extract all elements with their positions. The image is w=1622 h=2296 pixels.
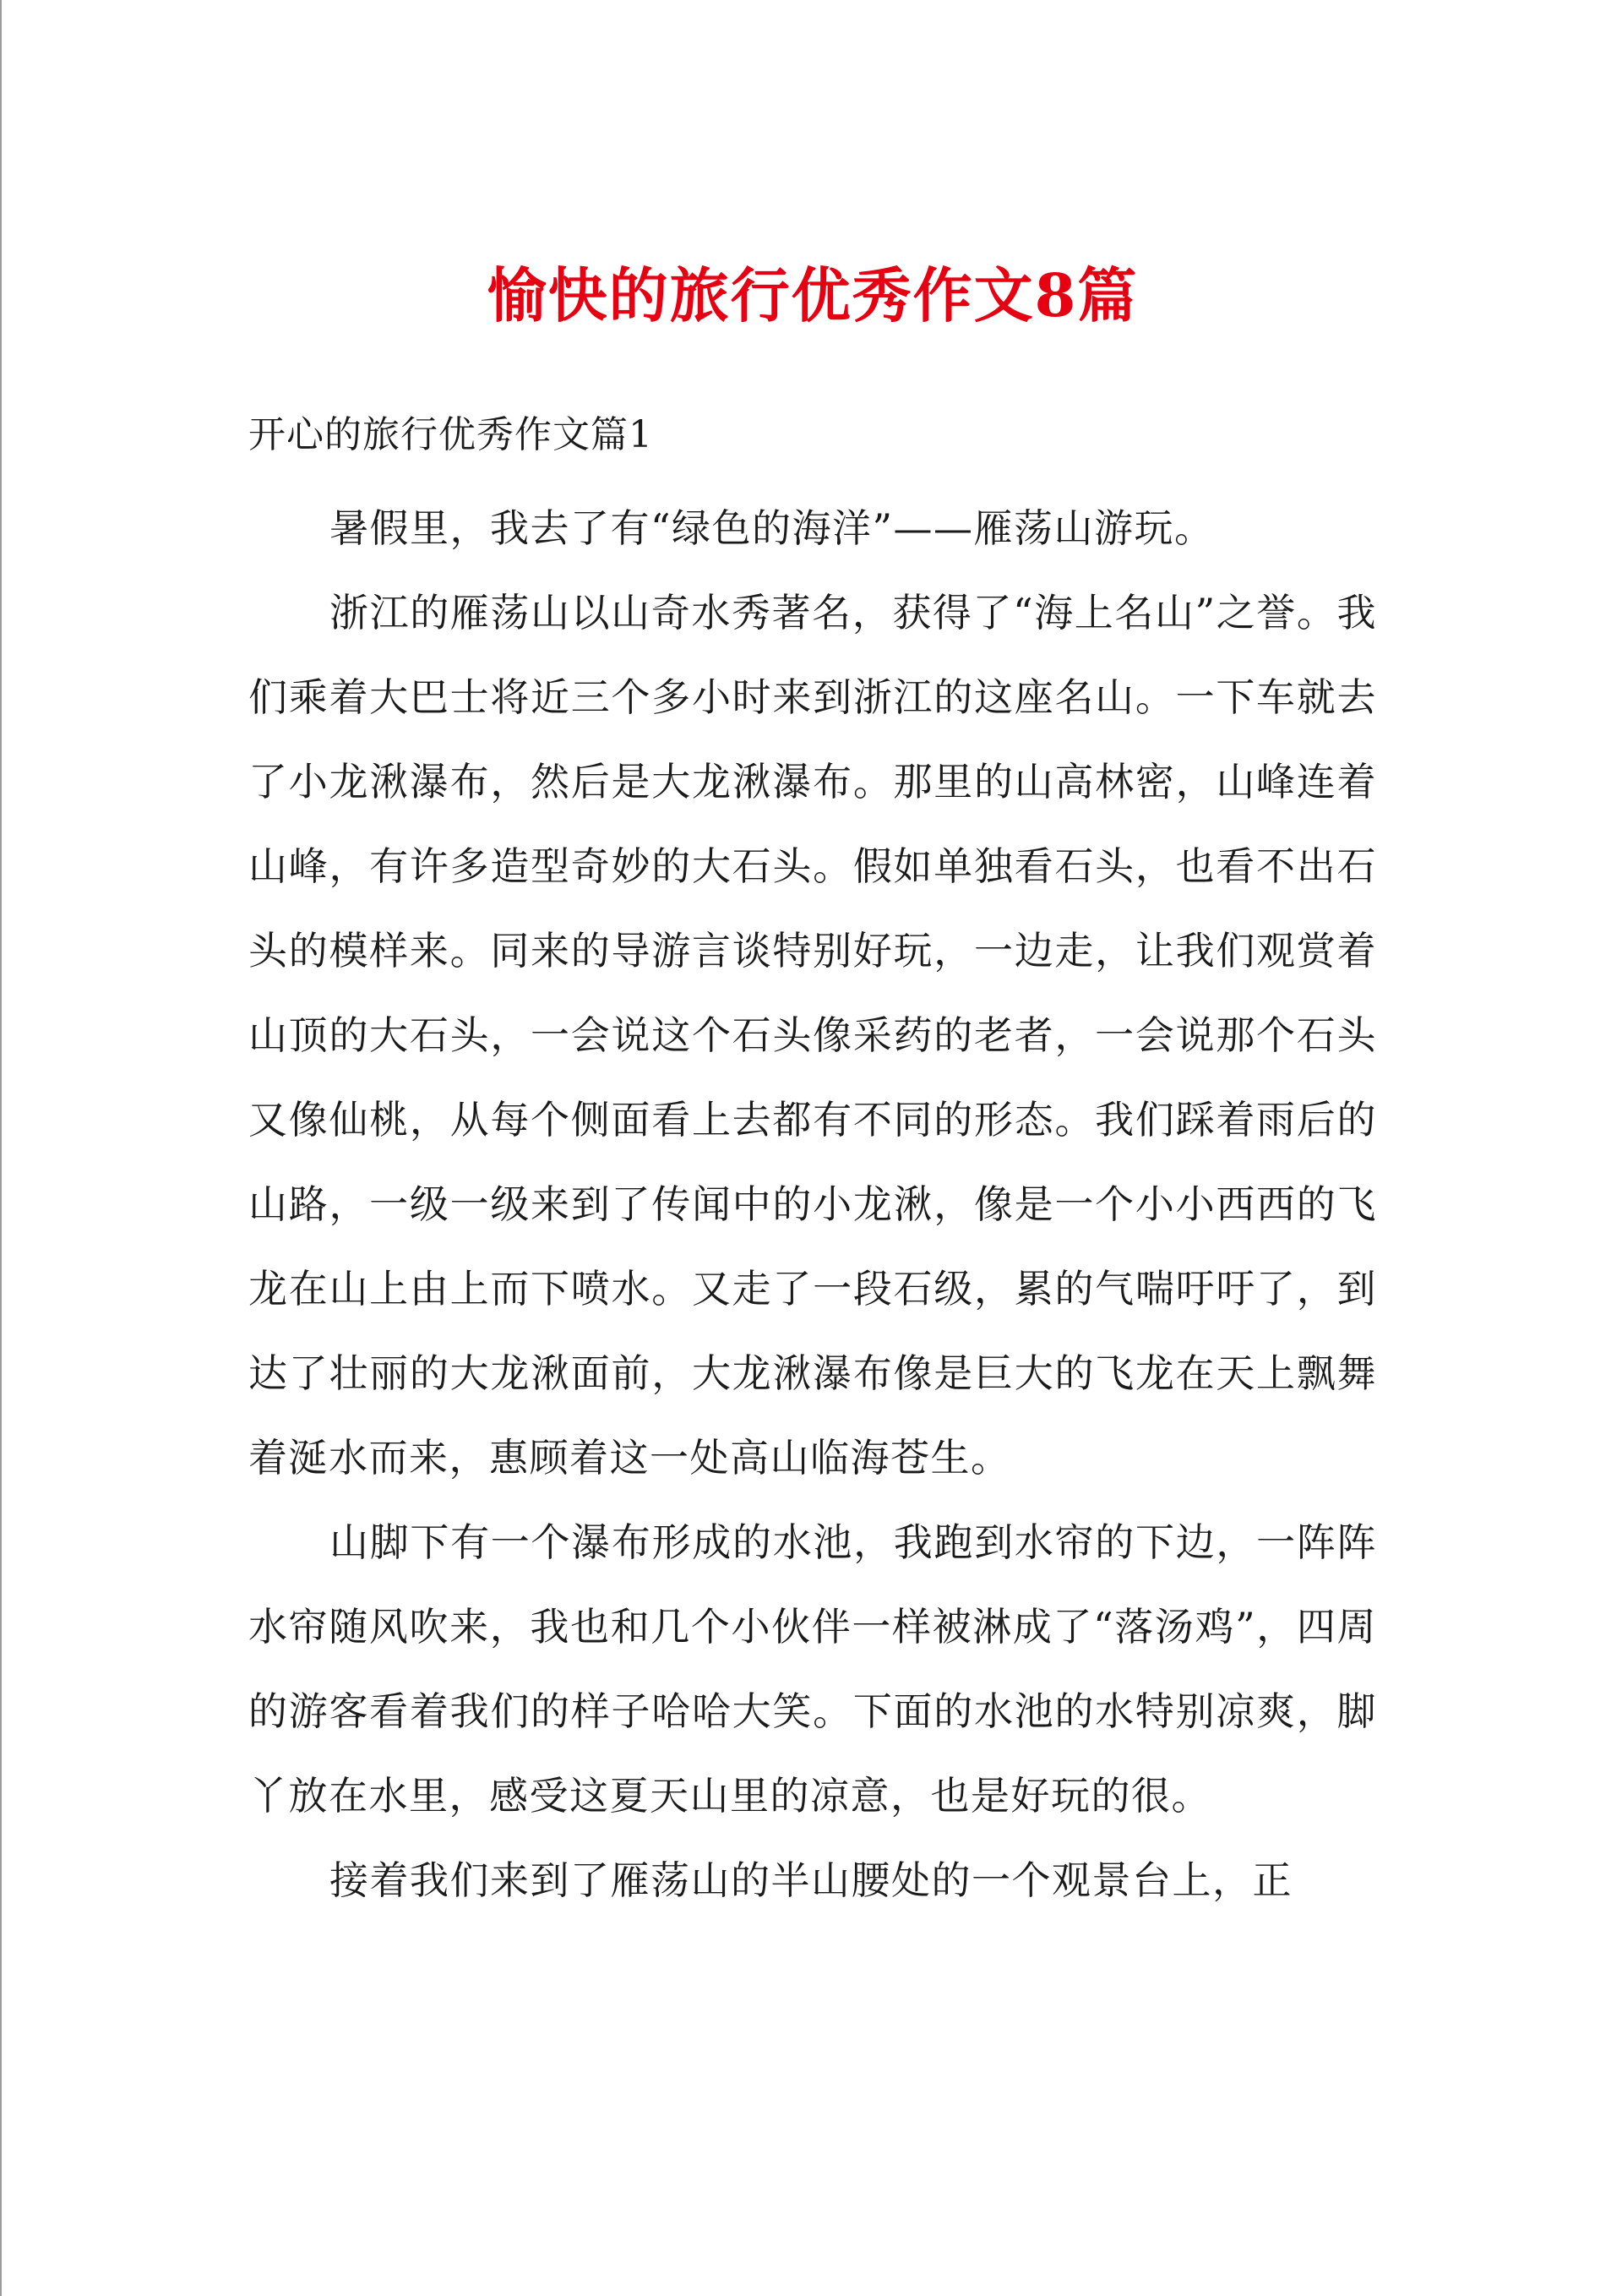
section-heading: 开心的旅行优秀作文篇1: [248, 413, 653, 456]
paragraph-1: 暑假里，我去了有“绿色的海洋”——雁荡山游玩。: [329, 505, 1215, 551]
paragraph-2: 浙江的雁荡山以山奇水秀著名，获得了“海上名山”之誉。我们乘着大巴士将近三个多小时来到浙江的这座名山。一下车就去了小龙湫瀑布，然后是大龙湫瀑布。那里的山高林密，山峰连着山峰，有许多造型奇妙的大石头。假如单独看石头，也看不出石头的模样来。同来的导游言谈特别好玩，一边走，让我们观赏着山顶的大石头，一会说这个石头像采药的老者，一会说那个石头又像仙桃，从每个侧面看上去都有不同的形态。我们踩着雨后的山路，一级一级来到了传闻中的小龙湫，像是一个小小西西的飞龙在山上由上而下喷水。又走了一段石级，累的气喘吁吁了，到达了壮丽的大龙湫面前，大龙湫瀑布像是巨大的飞龙在天上飘舞着涎水而来，惠顾着这一处高山临海苍生。: [248, 590, 1377, 1481]
paragraph-4: 接着我们来到了雁荡山的半山腰处的一个观景台上，正: [329, 1857, 1293, 1903]
document-title: 愉快的旅行优秀作文8篇: [487, 260, 1139, 330]
document-body: [248, 401, 1377, 1922]
paragraph-3: 山脚下有一个瀑布形成的水池，我跑到水帘的下边，一阵阵水帘随风吹来，我也和几个小伙伴一样被淋成了“落汤鸡”，四周的游客看着我们的样子哈哈大笑。下面的水池的水特别凉爽，脚丫放在水里，感受这夏天山里的凉意，也是好玩的很。: [248, 1519, 1377, 1819]
